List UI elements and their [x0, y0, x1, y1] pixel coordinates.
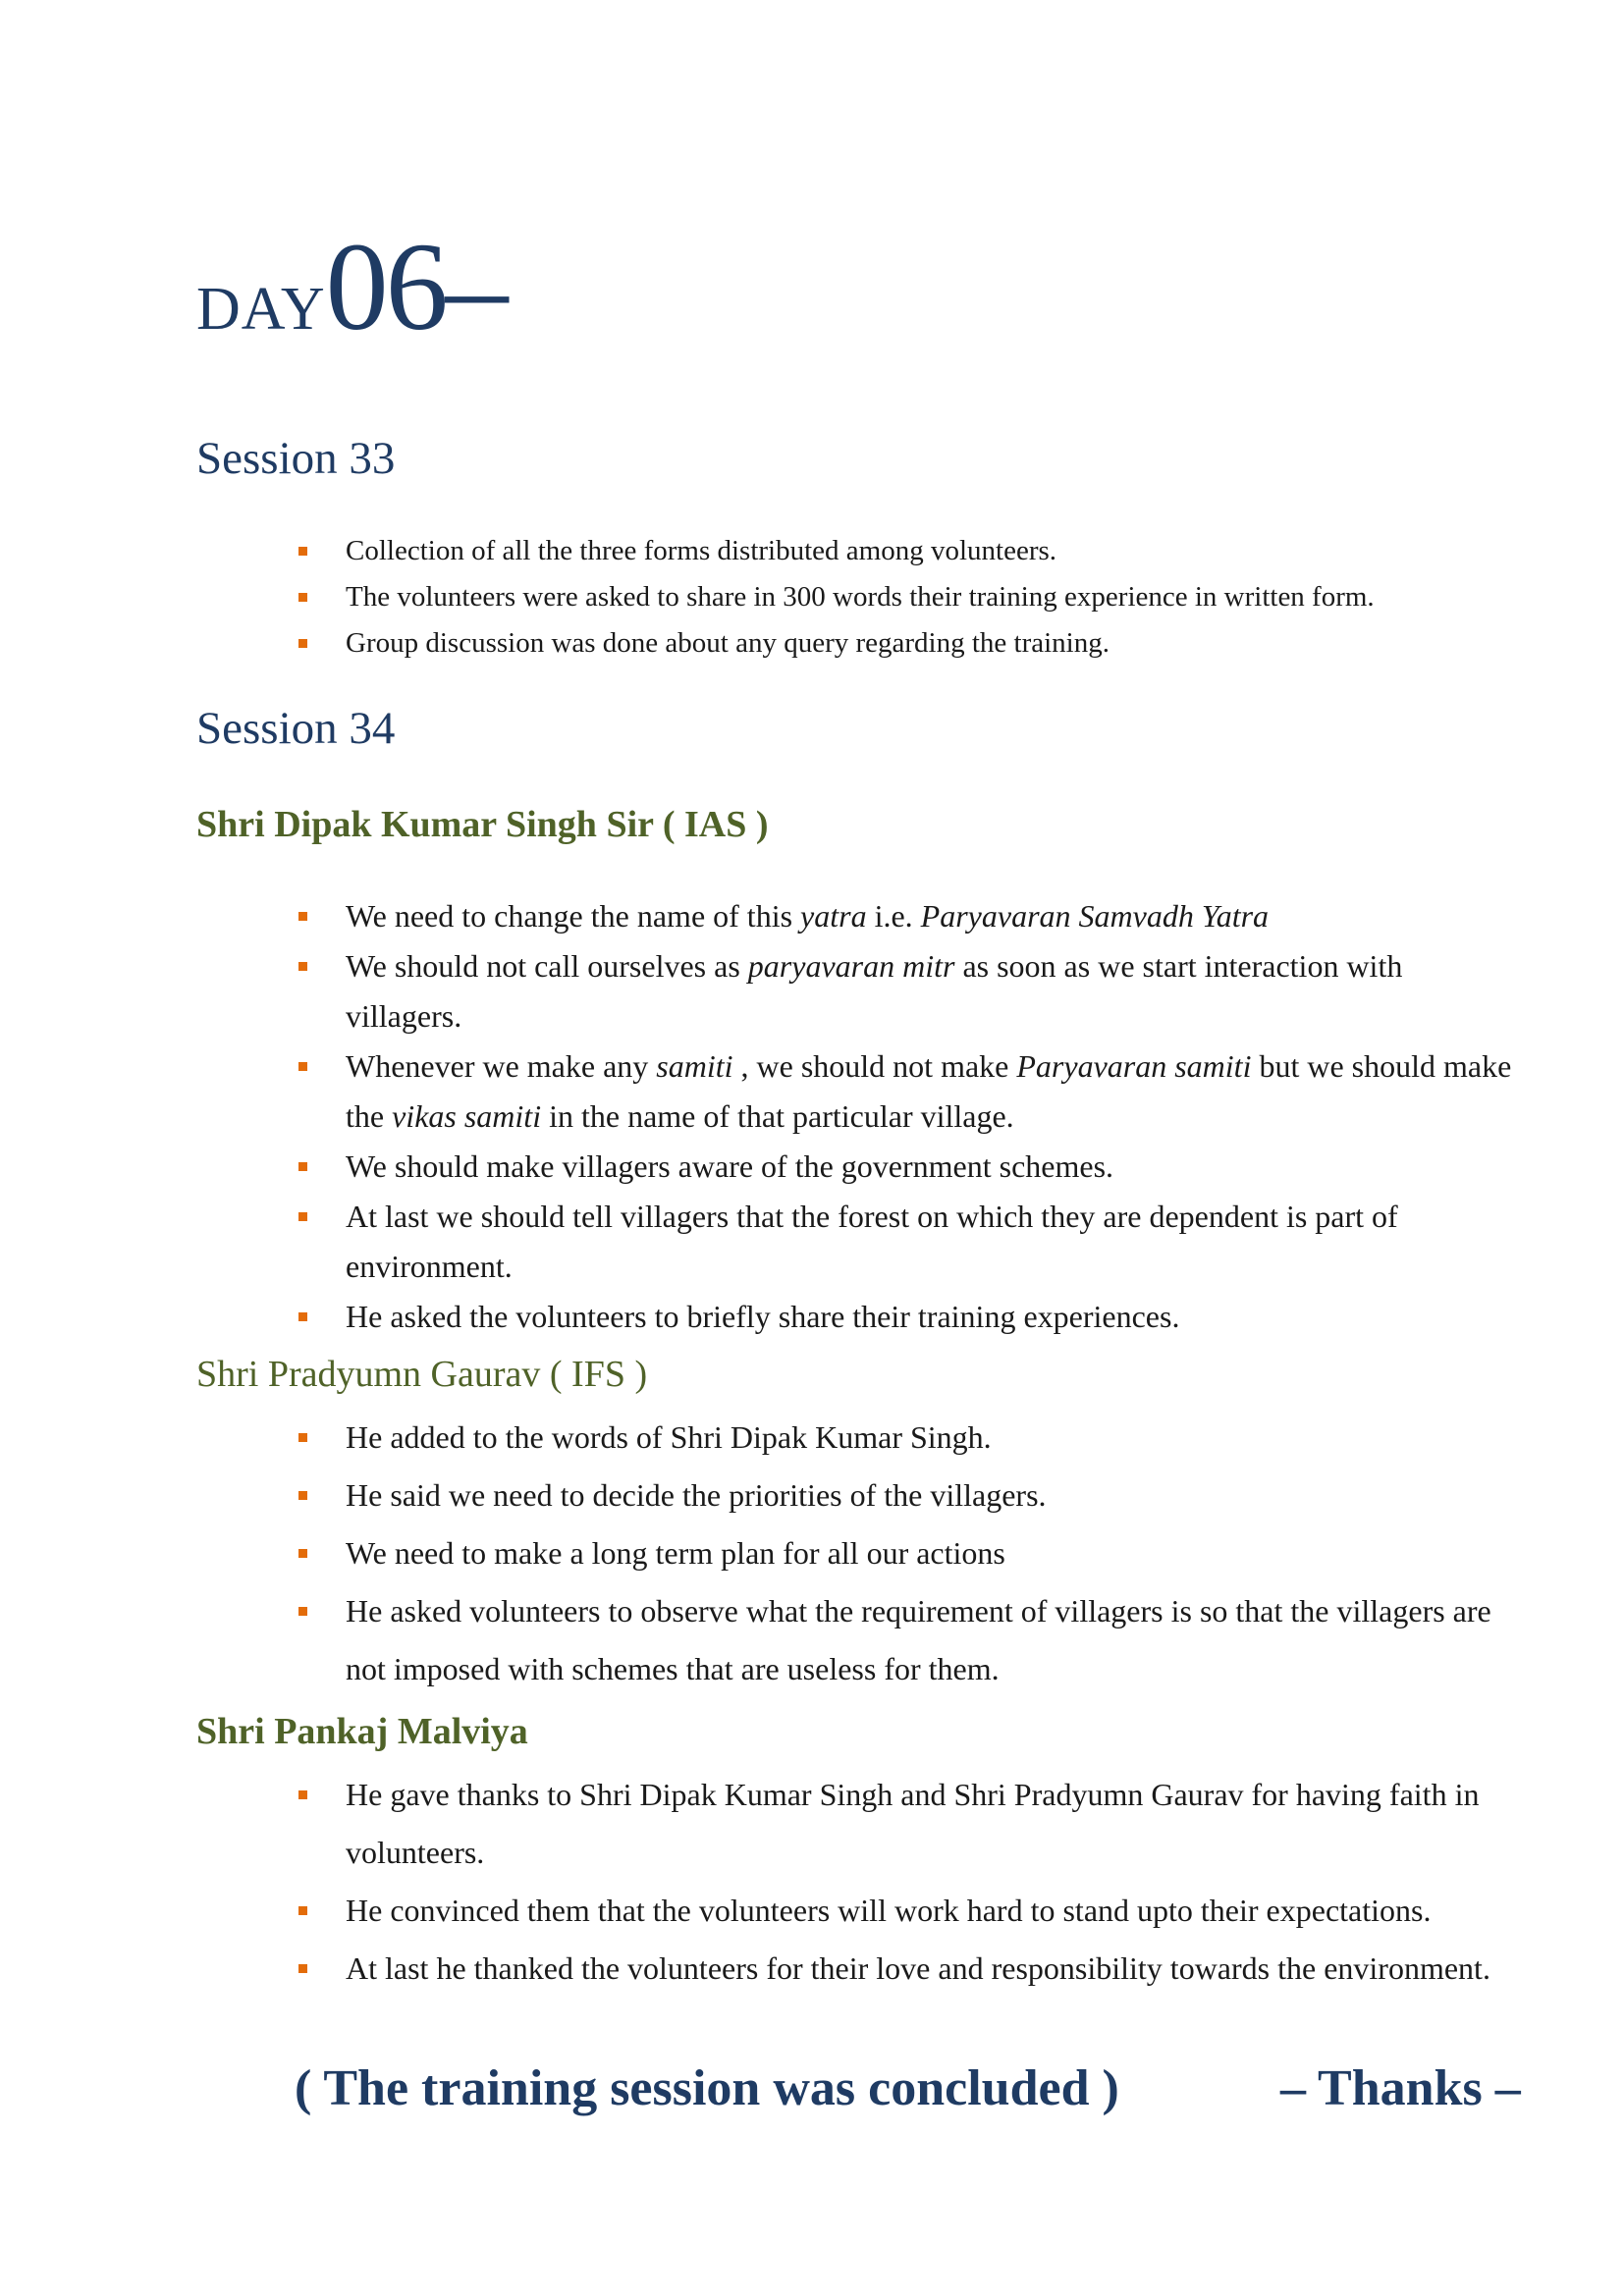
- day-number: 06–: [325, 217, 506, 356]
- speaker-pankaj-list: [0, 1766, 1524, 1998]
- list-item: He asked the volunteers to briefly share their training experiences.: [0, 1292, 1524, 1342]
- list-item: He asked volunteers to observe what the requirement of villagers is so that the villagers are not imposed with schemes that are useless for them.: [0, 1582, 1524, 1698]
- list-item: We need to change the name of this yatra i.e. Paryavaran Samvadh Yatra: [0, 891, 1524, 941]
- list-item: We should not call ourselves as paryavaran mitr as soon as we start interaction with villagers.: [0, 941, 1524, 1041]
- list-item: He convinced them that the volunteers will work hard to stand upto their expectations.: [0, 1882, 1524, 1940]
- speaker-dipak-list: [0, 891, 1524, 1342]
- session-33-list: [0, 528, 1524, 667]
- list-item: He gave thanks to Shri Dipak Kumar Singh and Shri Pradyumn Gaurav for having faith in volunteers.: [0, 1766, 1524, 1882]
- day-prefix: DAY: [196, 276, 326, 343]
- day-title: [196, 217, 506, 356]
- list-item: He said we need to decide the priorities of the villagers.: [0, 1467, 1524, 1524]
- list-item: At last he thanked the volunteers for their love and responsibility towards the environment.: [0, 1940, 1524, 1998]
- list-item: The volunteers were asked to share in 300 words their training experience in written form.: [0, 574, 1524, 620]
- closing-thanks: – Thanks –: [1280, 2060, 1521, 2116]
- list-item: Group discussion was done about any query regarding the training.: [0, 620, 1524, 667]
- speaker-heading-dipak: Shri Dipak Kumar Singh Sir ( IAS ): [196, 804, 769, 845]
- list-item: Collection of all the three forms distributed among volunteers.: [0, 528, 1524, 574]
- session-34-heading: Session 34: [196, 703, 396, 754]
- list-item: He added to the words of Shri Dipak Kumar Singh.: [0, 1409, 1524, 1467]
- list-item: We need to make a long term plan for all our actions: [0, 1524, 1524, 1582]
- list-item: At last we should tell villagers that the forest on which they are dependent is part of environment.: [0, 1192, 1524, 1292]
- list-item: We should make villagers aware of the government schemes.: [0, 1142, 1524, 1192]
- list-item: Whenever we make any samiti , we should not make Paryavaran samiti but we should make the vikas samiti in the name of that particular village.: [0, 1041, 1524, 1142]
- closing-concluded: ( The training session was concluded ): [295, 2060, 1119, 2116]
- speaker-pradyumn-list: [0, 1409, 1524, 1698]
- speaker-heading-pankaj: Shri Pankaj Malviya: [196, 1711, 528, 1752]
- session-33-heading: Session 33: [196, 433, 396, 484]
- speaker-heading-pradyumn: Shri Pradyumn Gaurav ( IFS ): [196, 1354, 648, 1395]
